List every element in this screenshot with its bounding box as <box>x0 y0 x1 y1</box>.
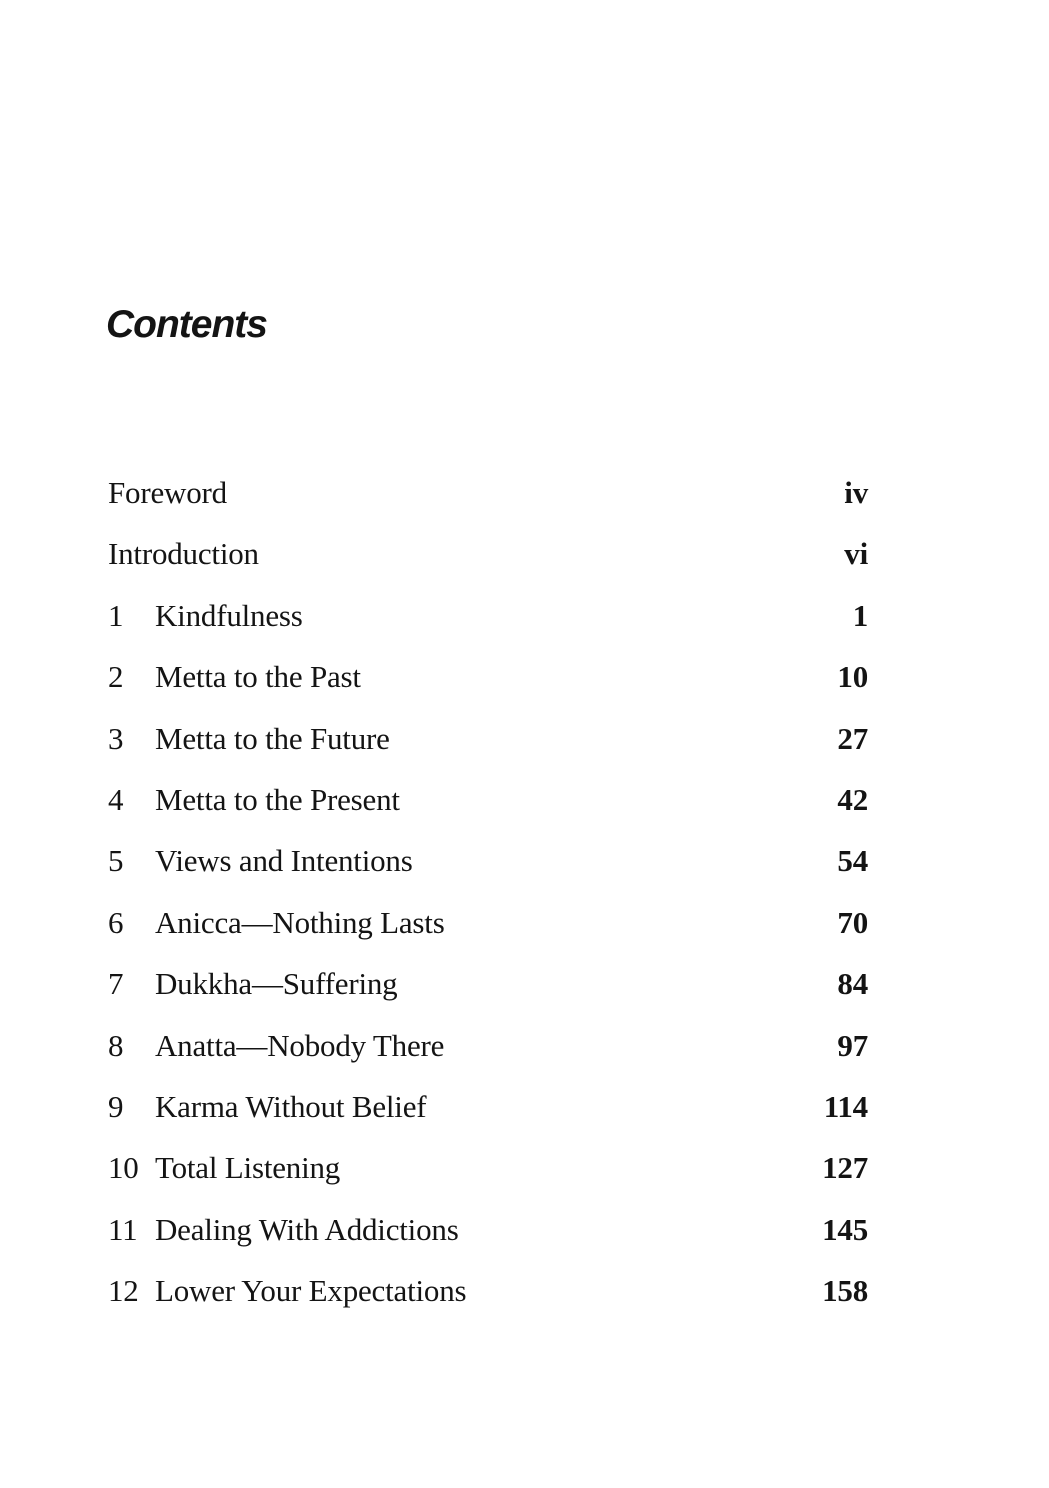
toc-entry-page-number: 1 <box>852 597 868 633</box>
toc-entry-page-number: 158 <box>822 1273 868 1309</box>
toc-entry-number: 8 <box>108 1027 124 1063</box>
toc-entry-page-number: vi <box>844 536 868 572</box>
toc-row <box>108 1199 868 1260</box>
toc-entry-number: 1 <box>108 597 124 633</box>
toc-row <box>108 1137 868 1198</box>
toc-row <box>108 523 868 584</box>
toc-entry-number: 9 <box>108 1089 124 1125</box>
toc-entry-page-number: 10 <box>837 659 868 695</box>
toc-entry-number: 3 <box>108 720 124 756</box>
toc-row <box>108 769 868 830</box>
toc-row <box>108 1015 868 1076</box>
toc-entry-number: 5 <box>108 843 124 879</box>
toc-row <box>108 708 868 769</box>
toc-row <box>108 462 868 523</box>
toc-row <box>108 830 868 891</box>
toc-row <box>108 1076 868 1137</box>
toc-entry-title: Anicca—Nothing Lasts <box>155 904 445 940</box>
toc-entry-title: Metta to the Past <box>155 659 361 695</box>
toc-entry-page-number: 114 <box>823 1089 868 1125</box>
toc-entry-title: Metta to the Future <box>155 720 390 756</box>
toc-entry-page-number: 27 <box>837 720 868 756</box>
toc-entry-title: Anatta—Nobody There <box>155 1027 445 1063</box>
toc-entry-title: Introduction <box>108 536 259 572</box>
toc-row <box>108 646 868 707</box>
toc-entry-number: 4 <box>108 782 124 818</box>
toc-entry-number: 10 <box>108 1150 139 1186</box>
toc-entry-page-number: 70 <box>837 904 868 940</box>
toc-entry-title: Karma Without Belief <box>155 1089 427 1125</box>
page-title: Contents <box>106 303 267 346</box>
toc-row <box>108 585 868 646</box>
toc-entry-title: Dukkha—Suffering <box>155 966 398 1002</box>
toc-entry-title: Total Listening <box>155 1150 341 1186</box>
toc-entry-number: 7 <box>108 966 124 1002</box>
toc-entry-title: Foreword <box>108 475 227 510</box>
toc-entry-title: Kindfulness <box>155 597 303 633</box>
toc-list <box>108 462 868 1322</box>
toc-entry-page-number: iv <box>844 475 868 510</box>
toc-entry-title: Dealing With Addictions <box>155 1211 459 1247</box>
toc-entry-page-number: 42 <box>837 782 868 818</box>
toc-entry-title: Lower Your Expectations <box>155 1273 467 1309</box>
toc-entry-page-number: 97 <box>837 1027 868 1063</box>
toc-entry-page-number: 84 <box>837 966 868 1002</box>
toc-entry-page-number: 54 <box>837 843 868 879</box>
toc-entry-number: 11 <box>108 1211 138 1247</box>
toc-entry-page-number: 127 <box>822 1150 868 1186</box>
toc-entry-number: 6 <box>108 904 124 940</box>
toc-entry-number: 12 <box>108 1273 139 1309</box>
toc-entry-title: Views and Intentions <box>155 843 413 879</box>
toc-row <box>108 1260 868 1321</box>
toc-entry-number: 2 <box>108 659 124 695</box>
toc-row <box>108 892 868 953</box>
toc-row <box>108 953 868 1014</box>
toc-entry-title: Metta to the Present <box>155 782 400 818</box>
toc-entry-page-number: 145 <box>822 1211 868 1247</box>
